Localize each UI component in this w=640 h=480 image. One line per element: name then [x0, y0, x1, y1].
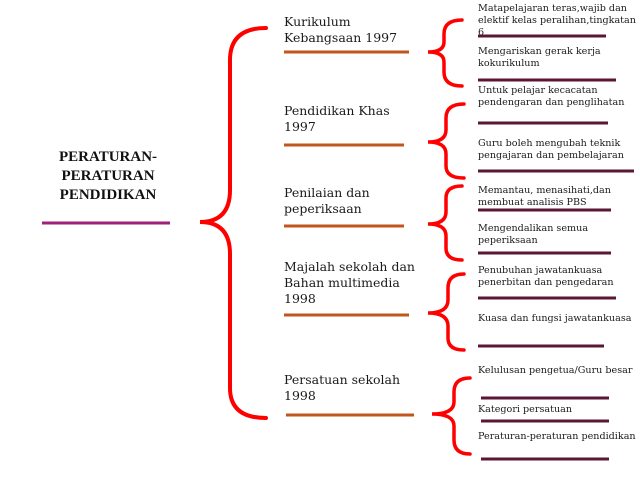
item-teknik: Guru boleh mengubah teknik pengajaran dan pembelajaran [478, 138, 624, 161]
sub-brace [428, 186, 462, 260]
item-peperiksaan: Mengendalikan semua peperiksaan [478, 223, 589, 246]
item-peraturan: Peraturan-peraturan pendidikan [478, 431, 636, 442]
category-persatuan: Persatuan sekolah 1998 [284, 372, 401, 403]
item-pbs: Memantau, menasihati,dan membuat analisis PBS [478, 185, 611, 208]
item-penerbitan: Penubuhan jawatankuasa penerbitan dan pengedaran [478, 265, 614, 288]
sub-brace [428, 20, 462, 86]
item-kokurikulum: Mengariskan gerak kerja kokurikulum [478, 46, 601, 69]
item-jawatankuasa: Kuasa dan fungsi jawatankuasa [478, 313, 632, 324]
sub-brace [428, 104, 464, 178]
root-title: PERATURAN-PERATURAN PENDIDIKAN [58, 149, 158, 203]
category-penilaian: Penilaian dan peperiksaan [284, 185, 370, 216]
sub-brace [432, 378, 470, 454]
main-brace [200, 28, 266, 418]
category-pendidikan-khas: Pendidikan Khas 1997 [284, 103, 390, 134]
item-kecacatan: Untuk pelajar kecacatan pendengaran dan penglihatan [478, 85, 625, 108]
item-kelulusan: Kelulusan pengetua/Guru besar [478, 365, 633, 376]
sub-brace [428, 274, 464, 350]
category-kurikulum: Kurikulum Kebangsaan 1997 [284, 14, 398, 45]
item-matapelajaran: Matapelajaran teras,wajib dan elektif kelas peralihan,tingkatan 6 [478, 3, 636, 38]
category-majalah: Majalah sekolah dan Bahan multimedia 1998 [284, 259, 415, 306]
item-kategori: Kategori persatuan [478, 404, 573, 415]
